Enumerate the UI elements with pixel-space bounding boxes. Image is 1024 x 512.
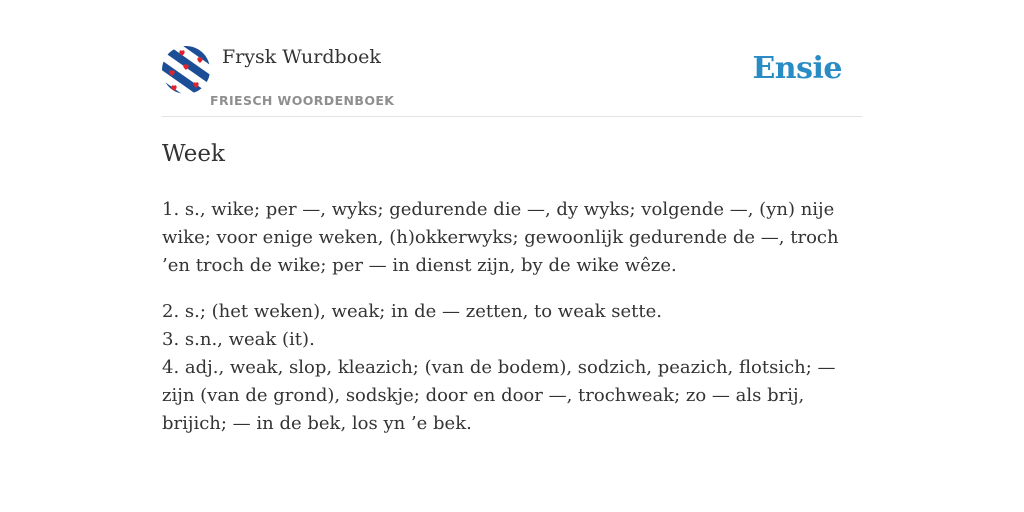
definition-4: 4. adj., weak, slop, kleazich; (van de bodem), sodzich, peazich, flotsich; — zijn (van de grond), sodskje; door en door —, trochweak; zo — als brij, brijich; — in de bek, los yn ’e bek. — [162, 357, 836, 434]
definition-3: 3. s.n., weak (it). — [162, 329, 315, 350]
definition-2: 2. s.; (het weken), weak; in de — zetten, to weak sette. — [162, 301, 662, 322]
entry-headword: Week — [162, 141, 225, 167]
header — [162, 46, 862, 117]
entry-content — [162, 138, 862, 438]
frisian-flag-icon[interactable] — [162, 46, 210, 94]
brand-logo[interactable]: Ensie — [752, 51, 842, 86]
site-subtitle: FRIESCH WOORDENBOEK — [210, 93, 395, 108]
site-title[interactable]: Frysk Wurdboek — [222, 46, 381, 68]
definition-1: 1. s., wike; per —, wyks; gedurende die —, dy wyks; volgende —, (yn) nije wike; voor enige weken, (h)okkerwyks; gewoonlijk gedurende de —, troch ’en troch de wike; per — in dienst zijn, by de wike wêze. — [162, 199, 839, 276]
